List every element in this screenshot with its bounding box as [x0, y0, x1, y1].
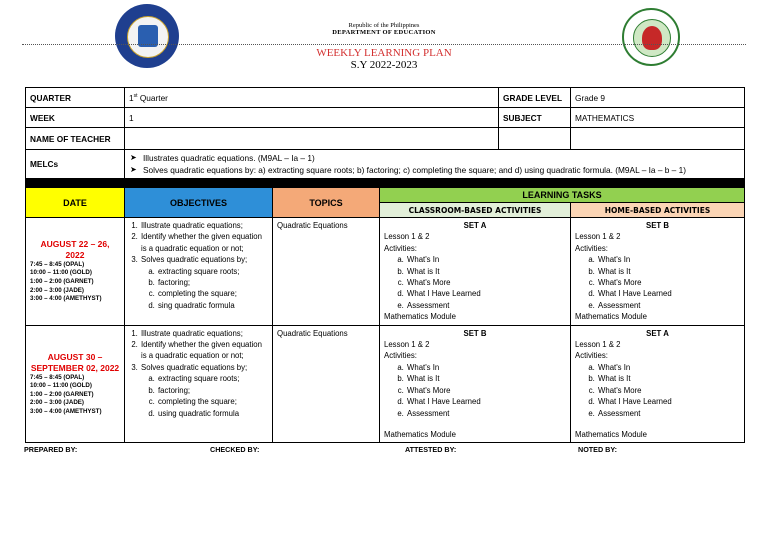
lesson-text: Lesson 1 & 2 [384, 232, 430, 242]
objective-item: 2. Identify whether the given equation is a quadratic equation or not; [140, 339, 268, 362]
sub-objective: b. factoring; [157, 385, 268, 396]
set-label: SET B [646, 221, 669, 230]
black-divider-bar [26, 179, 745, 188]
activity-item: d. What I Have Learned [597, 288, 740, 299]
lesson-text: Lesson 1 & 2 [575, 340, 621, 350]
date-cell [26, 325, 125, 443]
activity-item: c. What's More [406, 385, 566, 396]
objectives-header: OBJECTIVES [125, 188, 273, 218]
set-label: SET B [463, 328, 487, 338]
module-text: Mathematics Module [575, 429, 647, 439]
classroom-activities-header: CLASSROOM-BASED ACTIVITIES [380, 203, 571, 218]
subject-value: MATHEMATICS [571, 108, 745, 128]
teacher-extra-cell [499, 128, 571, 150]
objective-item: 3. Solves quadratic equations by; a. extracting square roots; b. factoring; c. completing the square; d. using quadratic formula [140, 362, 268, 419]
activity-item: b. What is It [597, 373, 740, 384]
attested-by-label: ATTESTED BY: [405, 445, 457, 454]
schedule-item: 10:00 – 11:00 (GOLD) [30, 382, 92, 390]
school-year: S.Y 2022-2023 [350, 59, 418, 71]
melc-2: Solves quadratic equations by: a) extracting square roots; b) factoring; c) completing the square; and d) using quadratic formula. (M9AL – Ia – b – 1) [143, 165, 686, 175]
activity-item: d. What I Have Learned [597, 396, 740, 407]
prepared-by-label: PREPARED BY: [24, 445, 78, 454]
module-text: Mathematics Module [384, 312, 456, 322]
home-cell [571, 218, 745, 326]
objective-item: 3. Solves quadratic equations by; a. extracting square roots; b. factoring; c. completing the square; d. sing quadratic formula [140, 254, 268, 311]
quarter-value: 1st Quarter [125, 88, 499, 108]
topic-cell: Quadratic Equations [273, 325, 380, 443]
plan-title: WEEKLY LEARNING PLAN [316, 47, 452, 59]
activity-item: e. Assessment [597, 408, 740, 419]
schedule-item: 10:00 – 11:00 (GOLD) [30, 269, 92, 277]
activity-item: b. What is It [406, 266, 566, 277]
activity-item: c. What's More [597, 385, 740, 396]
lesson-text: Lesson 1 & 2 [575, 232, 621, 242]
week-label: WEEK [26, 108, 125, 128]
teacher-value [125, 128, 499, 150]
schedule-item: 7:45 – 8:45 (OPAL) [30, 373, 85, 381]
set-label: SET A [646, 328, 669, 338]
lesson-text: Lesson 1 & 2 [384, 340, 430, 350]
objective-item: 2. Identify whether the given equation is a quadratic equation or not; [140, 231, 268, 254]
arrow-icon: ➤ [130, 153, 137, 162]
republic-text: Republic of the Philippines [348, 22, 420, 29]
activity-item: a. What's In [406, 254, 566, 265]
schedule-item: 1:00 – 2:00 (GARNET) [30, 278, 94, 286]
schedule-item: 7:45 – 8:45 (OPAL) [30, 260, 85, 268]
week-value: 1 [125, 108, 499, 128]
activity-item: c. What's More [597, 277, 740, 288]
sub-objective: d. sing quadratic formula [157, 300, 268, 311]
schedule-item: 2:00 – 3:00 (JADE) [30, 286, 84, 294]
grade-level-label: GRADE LEVEL [499, 88, 571, 108]
melcs-cell [125, 150, 745, 179]
activity-item: c. What's More [406, 277, 566, 288]
activities-label: Activities: [575, 351, 608, 361]
objectives-cell [125, 218, 273, 326]
activity-item: a. What's In [406, 362, 566, 373]
sub-objective: a. extracting square roots; [157, 266, 268, 277]
activity-item: e. Assessment [406, 408, 566, 419]
activity-item: a. What's In [597, 362, 740, 373]
activities-label: Activities: [384, 351, 417, 361]
topic-cell: Quadratic Equations [273, 218, 380, 326]
activity-item: a. What's In [597, 254, 740, 265]
melcs-label: MELCs [26, 150, 125, 179]
sub-objective: c. completing the square; [157, 396, 268, 407]
activity-item: e. Assessment [597, 300, 740, 311]
topics-header: TOPICS [273, 188, 380, 218]
sub-objective: d. using quadratic formula [157, 408, 268, 419]
objective-item: 1. Illustrate quadratic equations; [140, 220, 268, 231]
sub-objective: b. factoring; [157, 277, 268, 288]
activities-label: Activities: [575, 243, 608, 253]
objectives-cell [125, 325, 273, 443]
sub-objective: c. completing the square; [157, 288, 268, 299]
date-header: DATE [26, 188, 125, 218]
set-label: SET A [463, 221, 487, 230]
subject-label: SUBJECT [499, 108, 571, 128]
quarter-label: QUARTER [26, 88, 125, 108]
activity-item: d. What I Have Learned [406, 288, 566, 299]
home-cell [571, 325, 745, 443]
date-range: AUGUST 22 – 26, 2022 [40, 238, 110, 260]
sub-objective: a. extracting square roots; [157, 373, 268, 384]
noted-by-label: NOTED BY: [578, 445, 617, 454]
activity-item: d. What I Have Learned [406, 396, 566, 407]
learning-tasks-header: LEARNING TASKS [380, 188, 745, 203]
teacher-label: NAME OF TEACHER [26, 128, 125, 150]
activities-label: Activities: [384, 243, 417, 253]
classroom-cell [380, 325, 571, 443]
department-text: DEPARTMENT OF EDUCATION [332, 29, 436, 36]
home-activities-header: HOME-BASED ACTIVITIES [571, 203, 745, 218]
checked-by-label: CHECKED BY: [210, 445, 260, 454]
activity-item: b. What is It [406, 373, 566, 384]
schedule-item: 3:00 – 4:00 (AMETHYST) [30, 295, 102, 303]
date-cell [26, 218, 125, 326]
date-range: AUGUST 30 – SEPTEMBER 02, 2022 [30, 351, 120, 373]
header-divider [22, 44, 746, 45]
objective-item: 1. Illustrate quadratic equations; [140, 328, 268, 339]
teacher-extra-cell-2 [571, 128, 745, 150]
grade-level-value: Grade 9 [571, 88, 745, 108]
activity-item: b. What is It [597, 266, 740, 277]
module-text: Mathematics Module [575, 312, 647, 322]
schedule-item: 2:00 – 3:00 (JADE) [30, 399, 84, 407]
learning-plan-table [25, 87, 745, 443]
classroom-cell [380, 218, 571, 326]
schedule-item: 3:00 – 4:00 (AMETHYST) [30, 407, 102, 415]
melc-1: Illustrates quadratic equations. (M9AL – Ia – 1) [143, 153, 315, 163]
activity-item: e. Assessment [406, 300, 566, 311]
module-text: Mathematics Module [384, 429, 456, 439]
arrow-icon: ➤ [130, 165, 137, 174]
schedule-item: 1:00 – 2:00 (GARNET) [30, 390, 94, 398]
